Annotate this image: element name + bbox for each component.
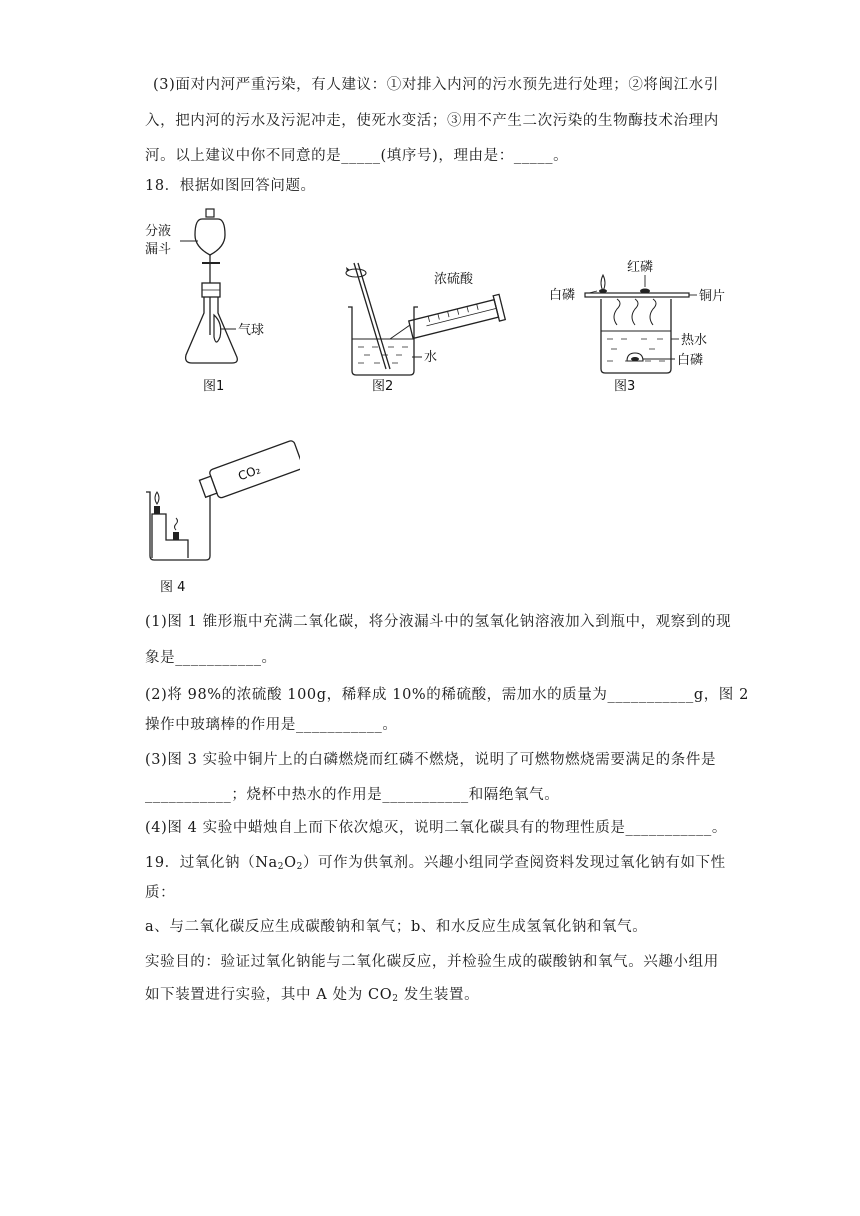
q18-title: 18．根据如图回答问题。 (145, 178, 316, 194)
q18-p2-line2: 操作中玻璃棒的作用是___________。 (145, 717, 398, 733)
figure-4-caption: 图 4 (160, 580, 186, 595)
fig3-label-red-p: 红磷 (627, 260, 654, 275)
fig3-label-white-p2: 白磷 (677, 353, 704, 368)
q18-p1-line1: (1)图 1 锥形瓶中充满二氧化碳，将分液漏斗中的氢氧化钠溶液加入到瓶中，观察到的现 (145, 614, 732, 630)
fig1-label-funnel-1: 分液 (145, 224, 172, 239)
q18-p1-line2: 象是___________。 (145, 650, 277, 666)
q18-p2-line1: (2)将 98%的浓硫酸 100g，稀释成 10%的稀硫酸，需加水的质量为___________g，图 2 (145, 687, 749, 703)
figure-4-co2-candles (140, 440, 300, 565)
fig4-label-co2: CO₂ (236, 462, 263, 484)
q17-3-line3: 河。以上建议中你不同意的是_____(填序号)，理由是：_____。 (145, 148, 569, 164)
q19-line5: 如下装置进行实验，其中 A 处为 $CO_2$ 发生装置。 (145, 987, 480, 1004)
q18-p3-line2: ___________；烧杯中热水的作用是___________和隔绝氧气。 (145, 787, 560, 803)
figure-2-caption: 图2 (372, 379, 394, 394)
q17-3-line1: (3)面对内河严重污染，有人建议：①对排入内河的污水预先进行处理；②将闽江水引 (153, 77, 719, 93)
figure-1-caption: 图1 (203, 379, 225, 394)
q19-line3: a、与二氧化碳反应生成碳酸钠和氧气；b、和水反应生成氢氧化钠和氧气。 (145, 919, 648, 935)
figure-2-dilution (330, 255, 520, 380)
q18-p3-line1: (3)图 3 实验中铜片上的白磷燃烧而红磷不燃烧，说明了可燃物燃烧需要满足的条件是 (145, 752, 717, 768)
figure-3-caption: 图3 (614, 379, 636, 394)
fig3-label-white-p: 白磷 (549, 288, 576, 303)
q17-3-line2: 入，把内河的污水及污泥冲走，使死水变活；③用不产生二次污染的生物酶技术治理内 (145, 113, 719, 129)
fig3-label-hot-water: 热水 (681, 333, 708, 348)
fig3-label-copper: 铜片 (699, 289, 726, 304)
q19-line1: 19．过氧化钠$(Na_2O_2)$可作为供氧剂。兴趣小组同学查阅资料发现过氧化钠有如下性 (145, 855, 726, 872)
fig2-label-water: 水 (424, 350, 438, 365)
fig1-label-balloon: 气球 (238, 323, 265, 338)
q18-p4-line1: (4)图 4 实验中蜡烛自上而下依次熄灭，说明二氧化碳具有的物理性质是___________。 (145, 820, 727, 836)
figure-1-flask-apparatus (140, 205, 290, 375)
q19-line4: 实验目的：验证过氧化钠能与二氧化碳反应，并检验生成的碳酸钠和氧气。兴趣小组用 (145, 954, 719, 970)
q19-line2: 质： (145, 885, 176, 901)
figure-3-combustion (545, 255, 755, 375)
fig2-label-acid: 浓硫酸 (434, 272, 474, 287)
fig1-label-funnel-2: 漏斗 (145, 242, 172, 257)
